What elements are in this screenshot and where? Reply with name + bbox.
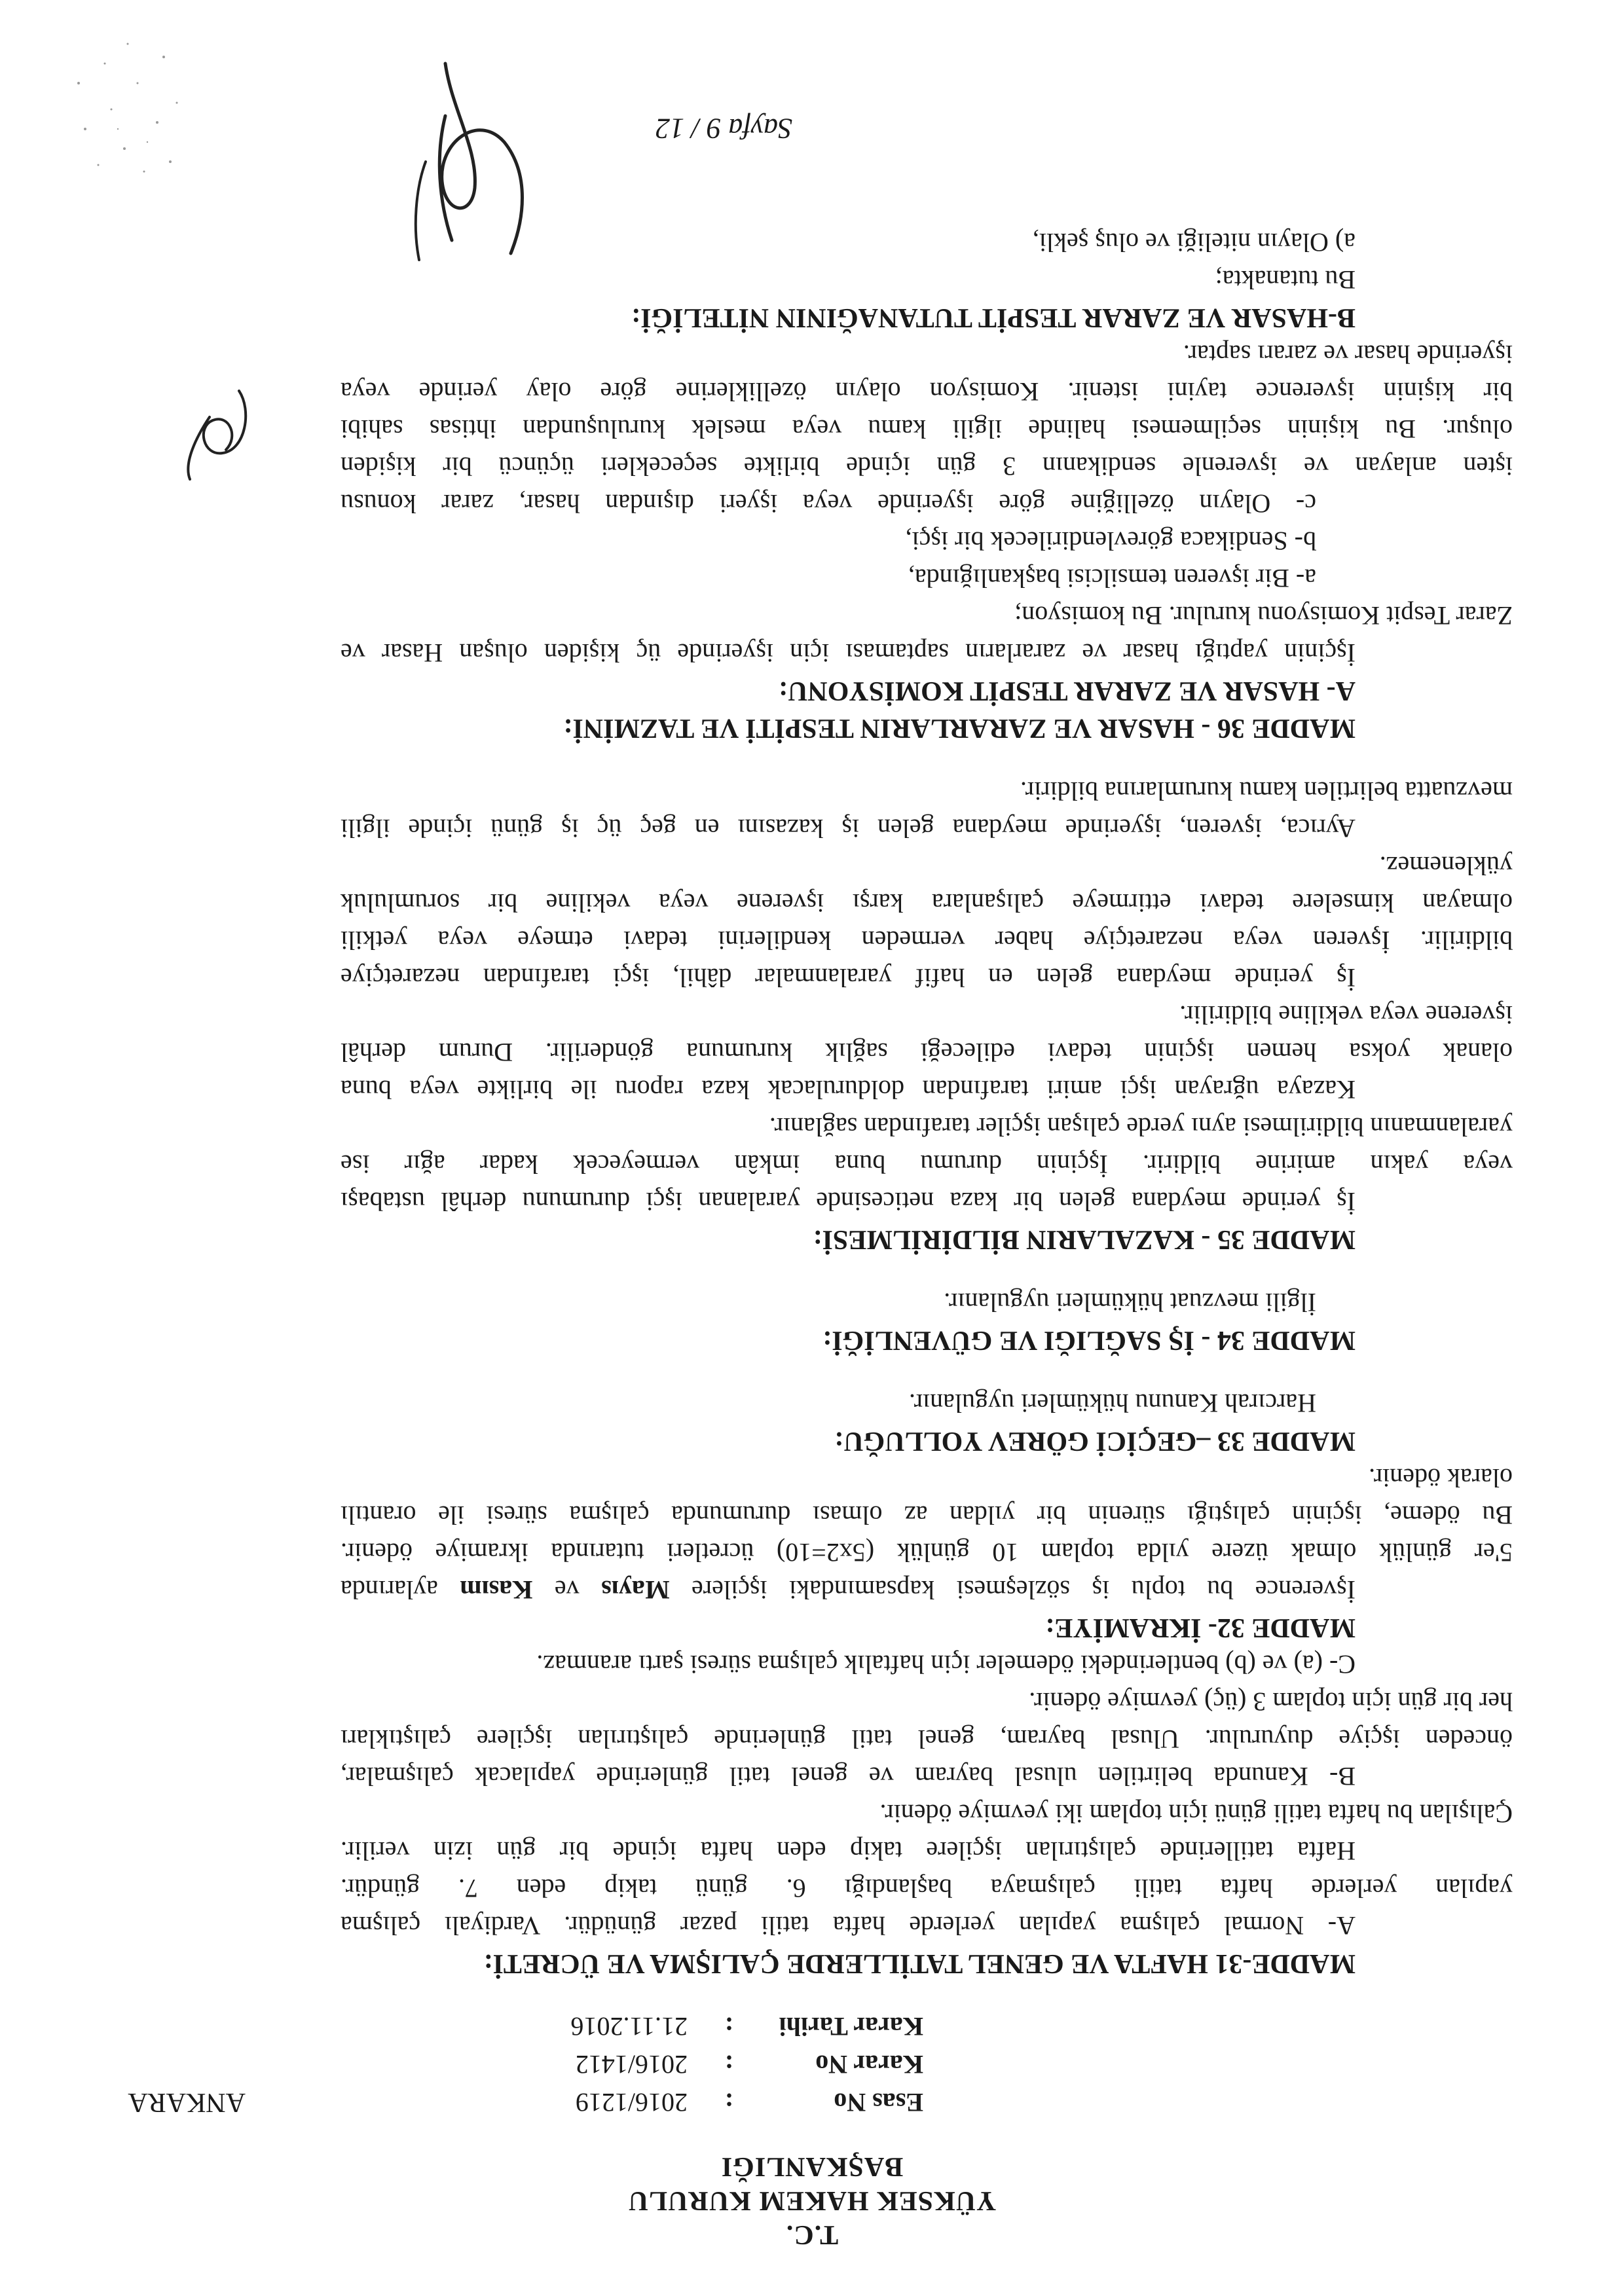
madde32-line4: olarak ödenir.: [1369, 1463, 1513, 1493]
madde36-item-c-line1: c- Olayın özelliğine göre işyerinde veya işyeri dışından hasar, zarar konusu: [341, 489, 1316, 519]
madde33-line1: Harcırah Kanunu hükümleri uygulanır.: [908, 1389, 1316, 1418]
scan-noise-icon: [65, 31, 183, 181]
madde36-a-line2: Zarar Tespit Komisyonu kurulur. Bu komisyon;: [1014, 601, 1513, 630]
madde32-line2: 5'er günlük olmak üzere yılda toplam 10 günlük (5x2=10) ücretleri tutarında ikramiye ödenir.: [341, 1538, 1513, 1567]
header-tc: T.C.: [785, 2219, 839, 2250]
madde35-line1: İş yerinde meydana gelen bir kaza neticesinde yaralanan işçi durumunu derhâl ustabaşı: [341, 1187, 1356, 1216]
madde31-b-line2: önceden işçiye duyurulur. Ulusal bayram, genel tatil günlerinde çalıştırılan işçilere çalıştıkları: [341, 1724, 1513, 1754]
madde35-line12: mevzuatta belirtilen kamu kurumlarına bildirir.: [1020, 776, 1513, 806]
madde32-title: MADDE 32- İKRAMİYE:: [1045, 1613, 1356, 1643]
header-presidency: BAŞKANLIĞI: [720, 2151, 904, 2181]
madde35-line6: işverene veya vekiline bildirilir.: [1179, 1000, 1513, 1030]
madde32-month-may: Mayıs: [601, 1575, 670, 1605]
madde36-item-a: a- Bir işveren temsilcisi başkanlığında,: [908, 564, 1316, 593]
madde32-line1-mid: ve: [532, 1575, 602, 1605]
madde32-line1-pre: İşverence bu toplu iş sözleşmesi kapsamındaki işçilere: [669, 1575, 1356, 1605]
madde35-line3: yaralanmanın bildirilmesi aynı yerde çalışan işçiler tarafından sağlanır.: [769, 1112, 1513, 1142]
madde31-c-line1: C- (a) ve (b) bentlerindeki ödemeler için haftalık çalışma süresi şartı aranmaz.: [536, 1650, 1356, 1679]
madde35-line4: Kazaya uğrayan işçi amiri tarafından doldurulacak kaza raporu ile birlikte veya buna: [341, 1075, 1356, 1104]
madde31-a-line1: A- Normal çalışma yapılan yerlerde hafta tatili pazar günüdür. Vardiyalı çalışma: [341, 1911, 1356, 1941]
city: ANKARA: [128, 2087, 246, 2117]
madde32-line1-post: aylarında: [341, 1575, 460, 1605]
madde32-line1: [341, 1571, 1513, 1609]
tarih-row: [570, 2011, 923, 2042]
madde36-subtitle-a: A- HASAR VE ZARAR TESPİT KOMİSYONU:: [779, 676, 1356, 706]
madde36-item-c-line3: oluşur. Bu kişinin seçilmemesi halinde ilgili kamu veya meslek kuruluşundan ihtisas sahibi: [341, 414, 1513, 444]
madde35-line9: olmayan kimselere tedavi ettirmeye çalışanlara karşı işverene veya vekiline bir sorumluluk: [341, 888, 1513, 918]
margin-initial-icon: [174, 378, 259, 489]
madde36-subtitle-b: B-HASAR VE ZARAR TESPİT TUTANAĞININ NİTELİĞİ:: [631, 302, 1356, 333]
madde31-a-line2: yapılan yerlerde hafta tatili çalışmaya başlandığı 6. günü takip eden 7. gündür.: [341, 1874, 1513, 1903]
madde36-item-c-line4: bir kişinin işverence tayini istenir. Komisyon olayın özelliklerine göre olay yerinde veya: [341, 377, 1513, 407]
madde31-b-line1: B- Kanunda belirtilen ulusal bayram ve genel tatil günlerinde yapılacak çalışmalar,: [341, 1762, 1356, 1791]
madde33-title: MADDE 33 –GEÇİCİ GÖREV YOLLUĞU:: [834, 1426, 1356, 1456]
header-institution: YÜKSEK HAKEM KURULU: [627, 2185, 997, 2215]
karar-value: 2016/1412: [575, 2050, 688, 2079]
madde36-item-b: b- Sendikaca görevlendirilecek bir işçi,: [905, 526, 1316, 556]
madde35-line8: bildirilir. İşveren veya nezaretçiye haber vermeden kendilerini tedavi etmeye veya yetkili: [341, 926, 1513, 955]
madde36-b-line2: a) Olayın niteliği ve oluş şekli,: [1032, 228, 1356, 257]
page-number: Sayfa 9 / 12: [655, 113, 792, 145]
madde31-b-line3: her bir gün için toplam 3 (üç) yevmiye ödenir.: [1029, 1687, 1513, 1717]
madde36-title: MADDE 36 - HASAR VE ZARARLARIN TESPİTİ VE TAZMİNİ:: [563, 713, 1356, 743]
madde34-line1: İlgili mevzuat hükümleri uygulanır.: [944, 1288, 1316, 1317]
madde32-month-november: Kasım: [460, 1575, 533, 1605]
esas-row: [576, 2087, 923, 2118]
madde31-a-line3: Hafta tatillerinde çalıştırılan işçilere takip eden hafta içinde bir gün izin verilir.: [341, 1836, 1356, 1866]
madde36-item-c-line2: işten anlayan ve işverenle sendikanın 3 gün içinde birlikte seçecekleri üçüncü bir kişiden: [341, 452, 1513, 481]
signature-icon: [380, 37, 550, 280]
madde35-line2: veya yakın amirine bildirir. İşçinin durumu buna imkân vermeyecek kadar ağır ise: [341, 1150, 1513, 1179]
karar-row: [576, 2049, 923, 2080]
madde36-item-c-line5: işyerinde hasar ve zararı saptar.: [1183, 340, 1513, 369]
madde35-line5: olanak yoksa hemen işçinin tedavi edileceği sağlık kurumuna gönderilir. Durum derhâl: [341, 1038, 1513, 1067]
karar-label: Karar No: [815, 2050, 923, 2079]
tarih-label: Karar Tarihi: [779, 2012, 923, 2041]
madde36-b-line1: Bu tutanakta;: [1215, 265, 1356, 295]
madde34-title: MADDE 34 - İŞ SAĞLIĞI VE GÜVENLİĞİ:: [822, 1325, 1356, 1355]
madde31-a-line4: Çalışılan bu hafta tatili günü için toplam iki yevmiye ödenir.: [879, 1799, 1513, 1829]
esas-label: Esas No: [834, 2088, 923, 2117]
madde35-line10: yüklenemez.: [1379, 851, 1513, 881]
esas-colon: :: [724, 2088, 733, 2117]
esas-value: 2016/1219: [575, 2088, 688, 2117]
document-body: [341, 224, 1513, 1982]
madde31-title: MADDE-31 HAFTA VE GENEL TATİLLERDE ÇALIŞMA VE ÜCRETİ:: [483, 1948, 1356, 1978]
madde35-title: MADDE 35 - KAZALARIN BİLDİRİLMESİ:: [813, 1224, 1356, 1254]
tarih-colon: :: [724, 2012, 733, 2041]
madde35-line11: Ayrıca, işveren, işyerinde meydana gelen iş kazasını en geç üç iş günü içinde ilgili: [341, 814, 1356, 843]
karar-colon: :: [724, 2050, 733, 2079]
tarih-value: 21.11.2016: [570, 2012, 688, 2041]
madde36-a-line1: İşçinin yaptığı hasar ve zararların saptaması için işyerinde üç kişiden oluşan Hasar ve: [341, 638, 1356, 668]
madde35-line7: İş yerinde meydana gelen en hafif yaralanmalar dâhil, işçi tarafından nezaretçiye: [341, 963, 1356, 993]
madde32-line3: Bu ödeme, işçinin çalıştığı sürenin bir yıldan az olması durumunda çalışma süresi ile orantılı: [341, 1501, 1513, 1530]
